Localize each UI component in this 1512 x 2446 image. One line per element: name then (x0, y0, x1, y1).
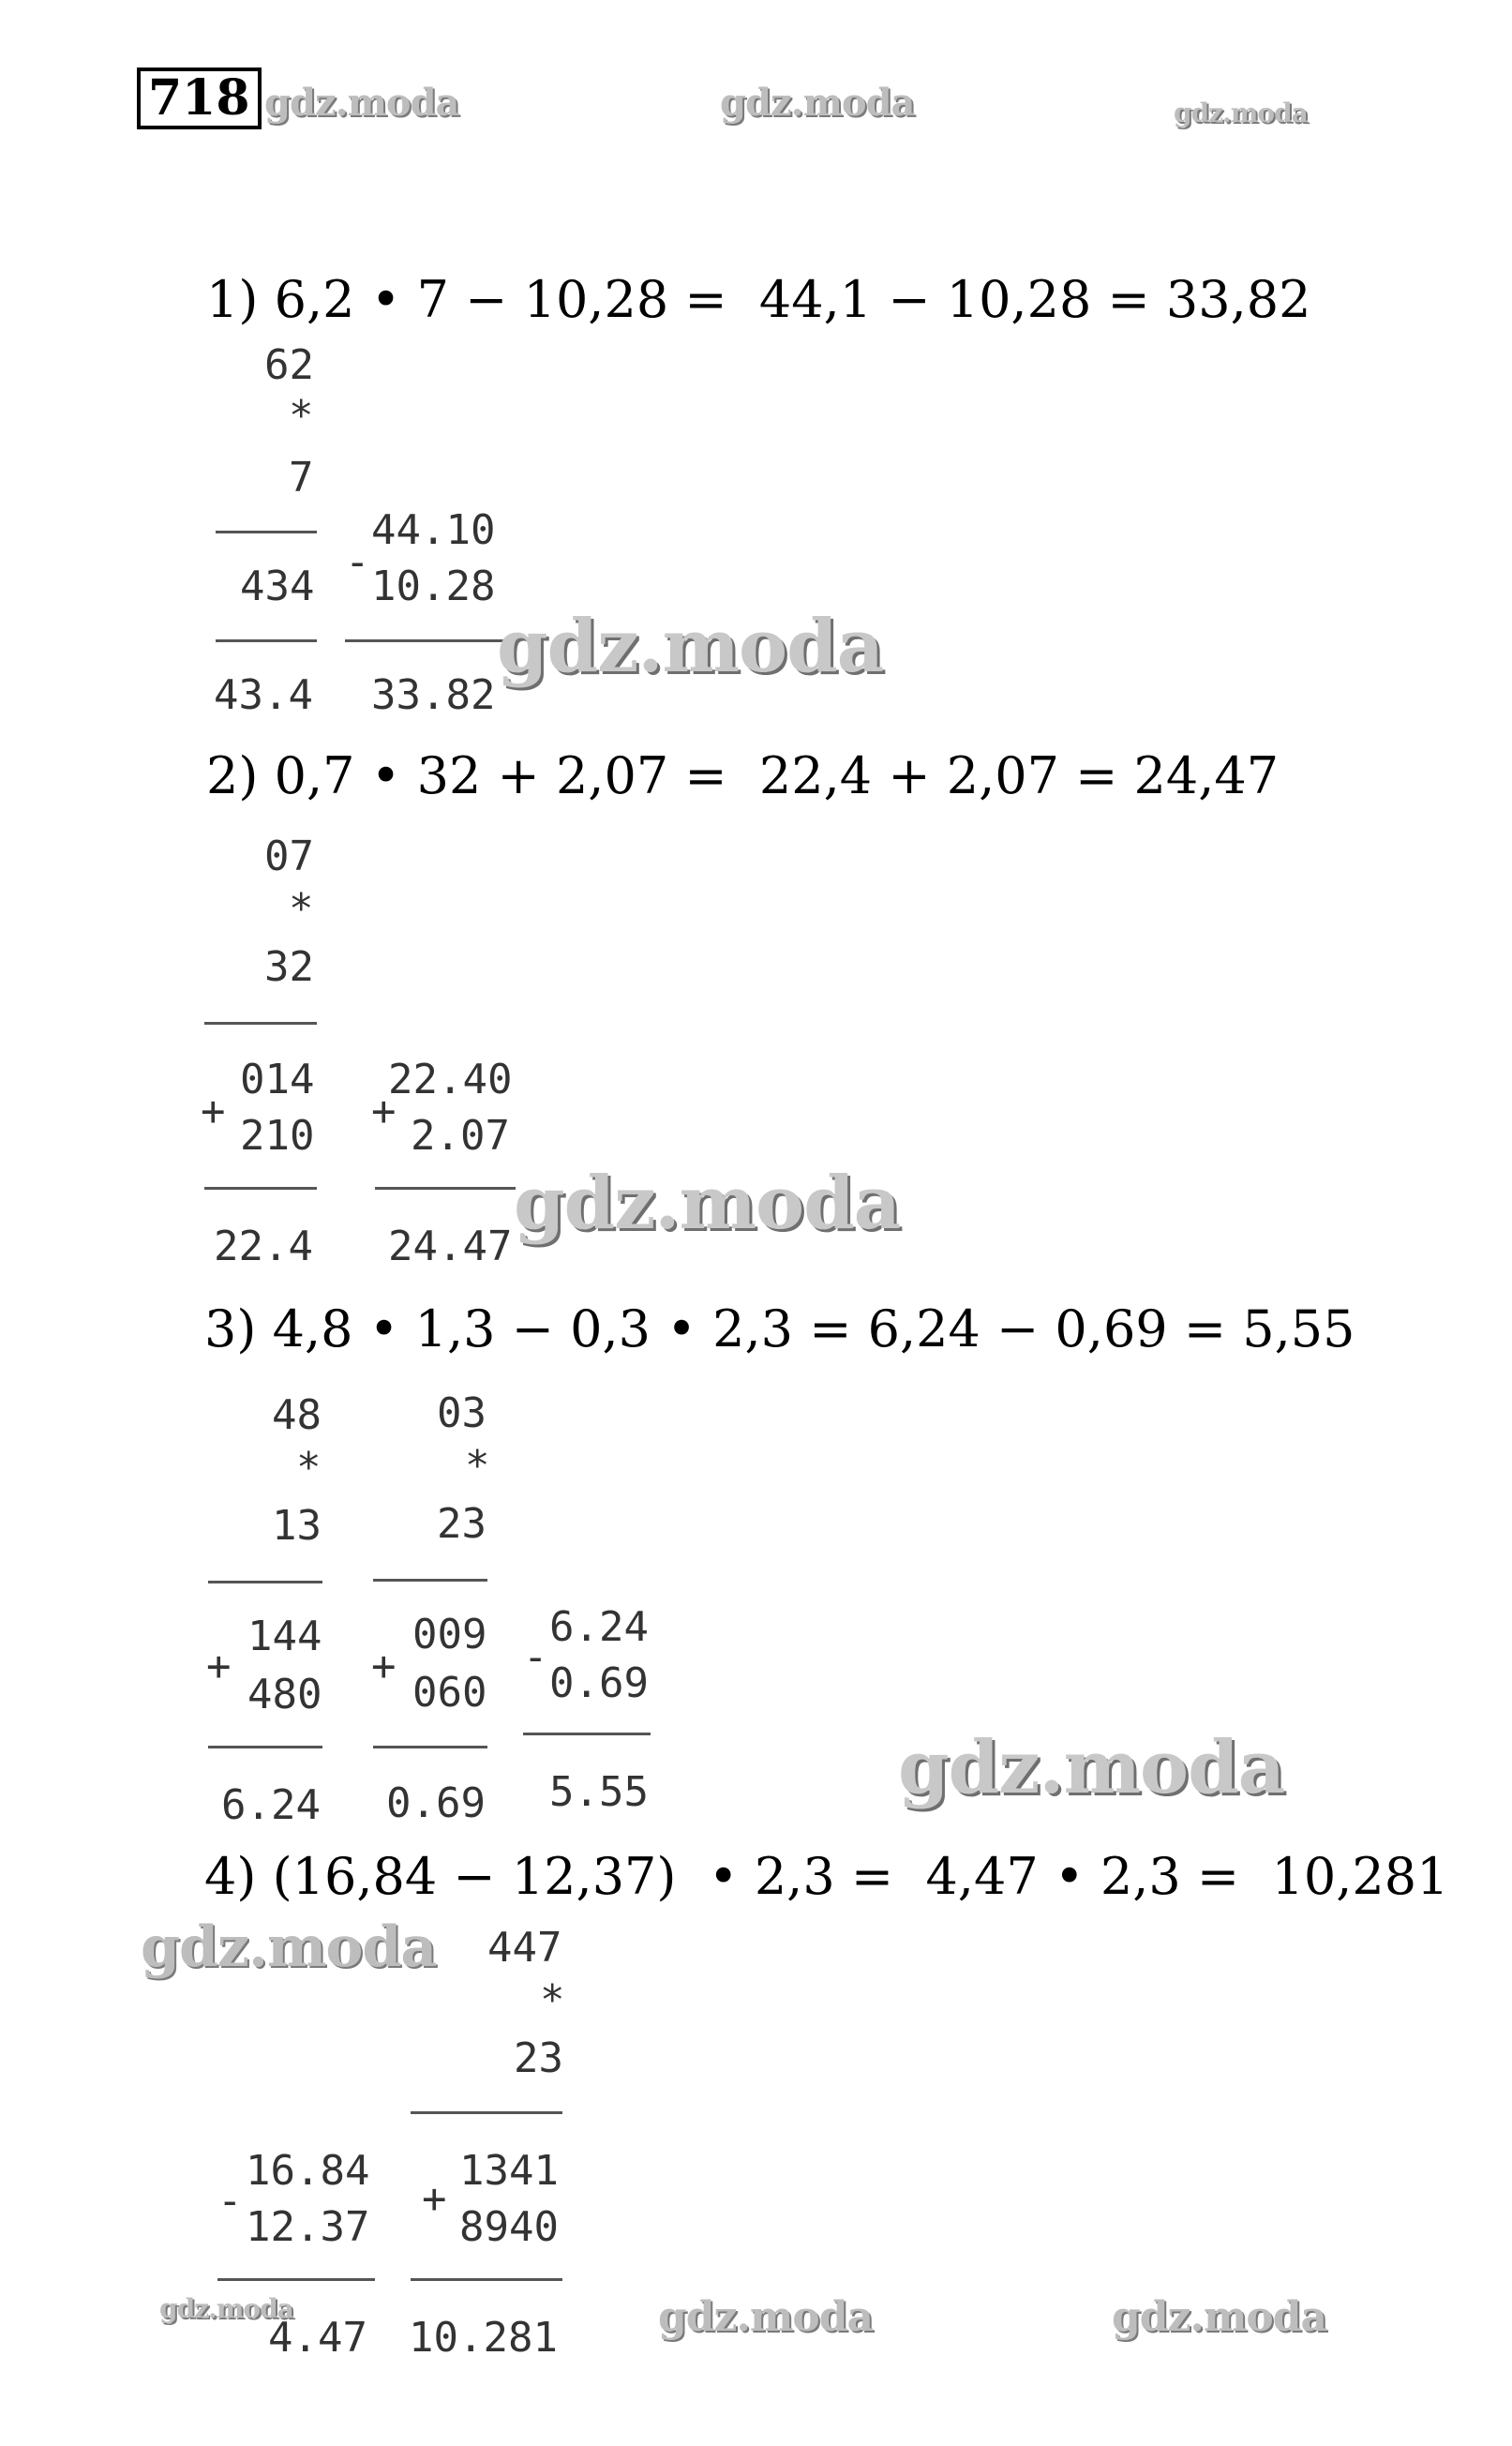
divider (523, 1733, 651, 1735)
result: 5.55 (549, 1768, 649, 1816)
operand: 22.40 (388, 1056, 513, 1103)
plus-sign: + (201, 1088, 226, 1135)
partial-product: 060 (412, 1669, 487, 1717)
watermark: gdz.moda (497, 604, 884, 689)
watermark: gdz.moda (898, 1725, 1285, 1810)
result: 33.82 (371, 671, 496, 719)
result: 10.281 (409, 2314, 558, 2362)
result: 6.24 (221, 1781, 321, 1829)
operand: 03 (437, 1389, 487, 1437)
operand: 447 (487, 1924, 562, 1972)
operator: * (540, 1976, 565, 2024)
operand: 32 (264, 943, 314, 991)
divider (204, 1187, 317, 1190)
partial-product: 1341 (459, 2147, 559, 2195)
result: 24.47 (388, 1223, 513, 1270)
watermark: gdz.moda (514, 1161, 901, 1246)
partial-product: 014 (240, 1056, 315, 1103)
operand: 13 (272, 1502, 322, 1550)
operand: 10.28 (371, 563, 496, 610)
partial-product: 434 (240, 563, 315, 610)
operator: * (289, 885, 314, 933)
plus-sign: + (371, 1643, 397, 1690)
operand: 23 (437, 1500, 487, 1548)
watermark: gdz.moda (141, 1914, 437, 1980)
result: 4.47 (268, 2314, 367, 2362)
watermark: gdz.moda (658, 2293, 874, 2341)
divider (345, 639, 504, 642)
operand: 6.24 (549, 1603, 649, 1651)
operator: * (289, 392, 314, 440)
minus-sign: - (523, 1633, 548, 1681)
divider (204, 1022, 317, 1025)
operand: 12.37 (246, 2203, 370, 2251)
task-number: 718 (137, 68, 262, 129)
equation-3: 3) 4,8 • 1,3 − 0,3 • 2,3 = 6,24 − 0,69 = 5,55 (204, 1299, 1355, 1358)
plus-sign: + (371, 1088, 397, 1135)
operand: 0.69 (549, 1659, 649, 1707)
minus-sign: - (217, 2177, 243, 2225)
divider (373, 1746, 487, 1748)
divider (217, 2278, 375, 2281)
watermark: gdz.moda (264, 81, 459, 125)
minus-sign: - (345, 538, 370, 586)
partial-product: 009 (412, 1611, 487, 1658)
partial-product: 480 (247, 1671, 322, 1718)
divider (216, 531, 317, 533)
equation-2: 2) 0,7 • 32 + 2,07 = 22,4 + 2,07 = 24,47 (206, 746, 1280, 805)
operand: 44.10 (371, 506, 496, 554)
plus-sign: + (206, 1643, 232, 1690)
operand: 2.07 (411, 1112, 510, 1160)
operator: * (296, 1444, 322, 1492)
partial-product: 210 (240, 1112, 315, 1160)
watermark: gdz.moda (1174, 98, 1308, 128)
result: 43.4 (214, 671, 313, 719)
divider (411, 2278, 562, 2281)
divider (208, 1746, 322, 1748)
plus-sign: + (422, 2175, 447, 2223)
operand: 16.84 (246, 2147, 370, 2195)
watermark: gdz.moda (720, 81, 915, 125)
watermark: gdz.moda (159, 2293, 293, 2324)
operand: 48 (272, 1391, 322, 1439)
result: 22.4 (214, 1223, 313, 1270)
partial-product: 8940 (459, 2203, 559, 2251)
divider (373, 1579, 487, 1582)
partial-product: 144 (247, 1613, 322, 1660)
divider (375, 1187, 516, 1190)
operator: * (465, 1442, 490, 1490)
operand: 07 (264, 833, 314, 880)
equation-1: 1) 6,2 • 7 − 10,28 = 44,1 − 10,28 = 33,82 (206, 270, 1311, 329)
operand: 7 (289, 454, 314, 502)
divider (216, 639, 317, 642)
operand: 23 (514, 2034, 563, 2082)
divider (411, 2111, 562, 2114)
divider (208, 1581, 322, 1583)
equation-4: 4) (16,84 − 12,37) • 2,3 = 4,47 • 2,3 = 10,281 (204, 1847, 1449, 1906)
result: 0.69 (386, 1779, 486, 1827)
watermark: gdz.moda (1112, 2293, 1327, 2341)
operand: 62 (264, 341, 314, 389)
